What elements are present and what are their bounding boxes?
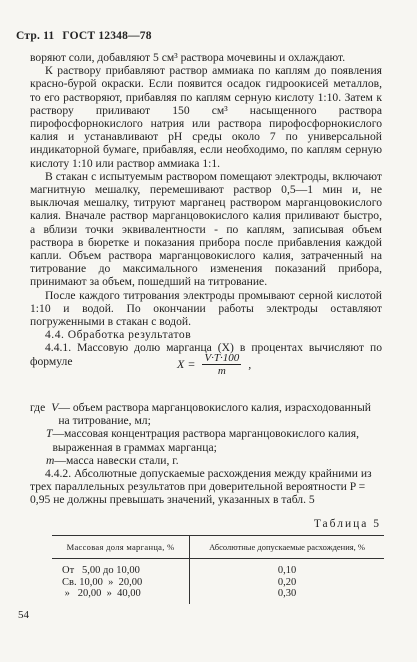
table-cell: От 5,00 до 10,00: [52, 559, 190, 577]
body-text-top: [30, 51, 382, 368]
formula: [177, 352, 251, 377]
table-row: [52, 577, 384, 589]
table-cell: 0,30: [277, 588, 297, 599]
table-cell: » 20,00 » 40,00: [52, 588, 190, 604]
table-cell: 0,20: [277, 576, 297, 588]
definition: [30, 454, 382, 467]
standard-number: ГОСТ 12348—78: [62, 30, 152, 42]
table-header-cell: Массовая доля марганца, %: [52, 536, 190, 559]
definitions: [30, 401, 382, 507]
definition-prefix: где: [30, 401, 46, 414]
table-cell: Св. 10,00 » 20,00: [52, 577, 190, 589]
definition-symbol: T: [46, 427, 53, 441]
paragraph: 4.4.2. Абсолютные допускаемые расхождения между крайними из трех параллельных результатов при доверительной вероятности P = 0,95 не должны превышать значений, указанных в табл. 5: [30, 467, 372, 507]
page-label: Стр. 11: [16, 30, 55, 42]
paragraph: 4.4.1. Массовую долю марганца (X) в процентах вычисляют по формуле: [30, 341, 382, 368]
table-row: [52, 588, 384, 604]
paragraph: В стакан с испытуемым раствором помещают электроды, включают магнитную мешалку, перемешивают раствор 0,5—1 мин и, не выключая мешалку, титруют марганец раствором марганцовокислого калия. Вначале раствор марганцовокислого калия приливают быстро, а вблизи точки эквивалентности - по каплям, записывая объем раствора в бюретке и показания прибора после прибавления каждой капли. Объем раствора марганцовокислого калия, затраченный на титрование до максимального изменения показаний прибора, принимают за объем, пошедший на титрование.: [30, 169, 382, 289]
formula-fraction: [202, 352, 241, 377]
table-5: [52, 535, 384, 604]
table-row: [52, 559, 384, 577]
table-title: Таблица 5: [313, 518, 381, 530]
paragraph: После каждого титрования электроды промывают серной кислотой 1:10 и водой. По окончании работы электроды оставляют погруженными в стакан с водой.: [30, 288, 382, 329]
formula-lhs: X =: [177, 357, 196, 371]
section-heading: 4.4. Обработка результатов: [45, 328, 192, 342]
definition-symbol: V: [51, 401, 59, 414]
formula-trail: ,: [248, 357, 252, 371]
definition-symbol: m: [46, 453, 55, 467]
paragraph: К раствору прибавляют раствор аммиака по каплям до появления красно-бурой окраски. Если появится осадок гидроокисей металлов, то его растворяют, прибавляя по каплям серную кислоту 1:10. Затем к раствору приливают 150 см³ насыщенного раствора пирофосфорнокислого натрия или раствора пирофосфорнокислого калия и устанавливают pH среды около 7 по универсальной индикаторной бумаге, прибавляя, если необходимо, по каплям серную кислоту 1:10 или раствор аммиака 1:1.: [30, 64, 382, 170]
paragraph: воряют соли, добавляют 5 см³ раствора мочевины и охлаждают.: [30, 51, 346, 64]
definition-text: — объем раствора марганцовокислого калия, израсходованный на титрование, мл;: [58, 401, 371, 428]
formula-numerator: V·T·100: [204, 352, 240, 364]
page-header: [16, 30, 152, 42]
formula-denominator: m: [217, 365, 226, 377]
table-cell: 0,10: [277, 565, 297, 576]
table-header-cell: Абсолютные допускаемые расхождения, %: [190, 536, 384, 559]
definition: [30, 427, 382, 453]
definition: [30, 401, 382, 427]
definition-text: —масса навески стали, г.: [54, 453, 179, 467]
page-number: 54: [18, 609, 29, 621]
definition-text: —массовая концентрация раствора марганцовокислого калия, выраженная в граммах марганца;: [52, 427, 359, 454]
